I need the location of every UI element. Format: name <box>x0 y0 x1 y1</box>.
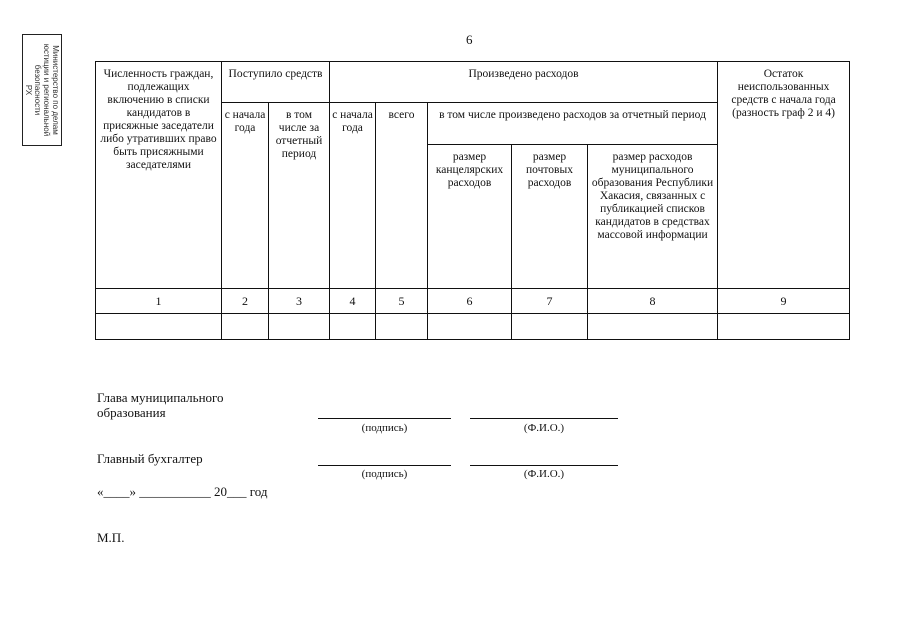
column-number: 2 <box>222 289 269 314</box>
stamp-line: Министерство по делам <box>51 45 60 135</box>
table-cell[interactable] <box>96 314 222 340</box>
header-citizens-count: Численность граждан, подлежащих включению в списки кандидатов в присяжные заседатели либо утративших право быть присяжными заседателями <box>96 62 222 289</box>
header-expenses-made: Произведено расходов <box>330 62 718 103</box>
header-office-expenses: размер канцелярских расходов <box>428 145 512 289</box>
header-received-reporting-period: в том числе за отчетный период <box>269 103 330 289</box>
column-numbers-row <box>96 289 850 314</box>
accountant-name-line <box>470 465 618 466</box>
head-signature-caption: (подпись) <box>361 422 408 434</box>
head-title: Глава муниципального образования <box>97 390 224 420</box>
table-cell[interactable] <box>428 314 512 340</box>
header-received-since-start: с начала года <box>222 103 269 289</box>
empty-data-row <box>96 314 850 340</box>
table-cell[interactable] <box>269 314 330 340</box>
header-media-expenses: размер расходов муниципального образования Республики Хакасия, связанных с публикацией списков кандидатов в средствах массовой информации <box>588 145 718 289</box>
stamp-line: безопасности <box>33 64 42 116</box>
header-spent-since-start: с начала года <box>330 103 376 289</box>
head-name-caption: (Ф.И.О.) <box>523 422 565 434</box>
stamp-text <box>24 37 60 143</box>
table-cell[interactable] <box>588 314 718 340</box>
accountant-title: Главный бухгалтер <box>97 451 203 466</box>
column-number: 6 <box>428 289 512 314</box>
table-cell[interactable] <box>330 314 376 340</box>
accountant-signature-line <box>318 465 451 466</box>
column-number: 1 <box>96 289 222 314</box>
head-name-line <box>470 418 618 419</box>
stamp-line: РХ <box>24 84 33 96</box>
header-funds-received: Поступило средств <box>222 62 330 103</box>
accountant-signature-caption: (подпись) <box>361 468 408 480</box>
header-spent-reporting-period: в том числе произведено расходов за отчетный период <box>428 103 718 145</box>
head-signature-line <box>318 418 451 419</box>
column-number: 8 <box>588 289 718 314</box>
table-cell[interactable] <box>718 314 850 340</box>
header-postal-expenses: размер почтовых расходов <box>512 145 588 289</box>
table-cell[interactable] <box>222 314 269 340</box>
table-cell[interactable] <box>512 314 588 340</box>
header-remaining-balance: Остаток неиспользованных средств с начала года (разность граф 2 и 4) <box>718 62 850 289</box>
seal-mark: М.П. <box>97 530 125 545</box>
header-spent-total: всего <box>376 103 428 289</box>
page-number: 6 <box>466 32 473 47</box>
expenses-report-table <box>95 61 850 340</box>
column-number: 4 <box>330 289 376 314</box>
accountant-name-caption: (Ф.И.О.) <box>523 468 565 480</box>
column-number: 7 <box>512 289 588 314</box>
column-number: 9 <box>718 289 850 314</box>
column-number: 3 <box>269 289 330 314</box>
table-cell[interactable] <box>376 314 428 340</box>
column-number: 5 <box>376 289 428 314</box>
stamp-line: юстиции и региональной <box>42 43 51 137</box>
registration-stamp <box>22 34 62 146</box>
date-line: «____» ___________ 20___ год <box>97 484 268 499</box>
